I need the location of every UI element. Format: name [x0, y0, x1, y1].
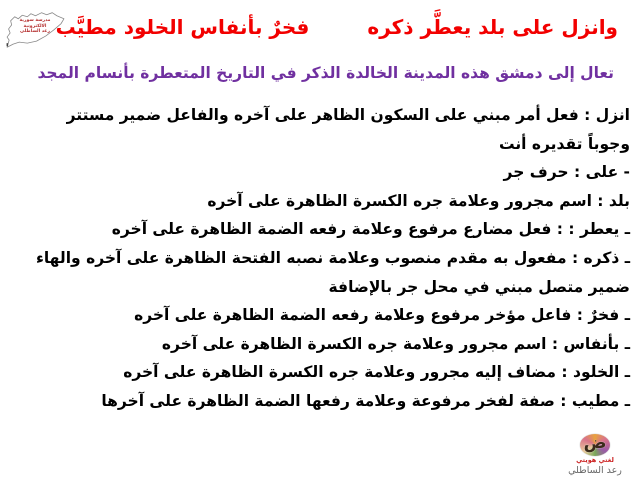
map-logo-text-line1: مدرسة سورية الالكترونية: [19, 18, 51, 29]
grammar-analysis-block: [8, 101, 630, 416]
dad-letter: ض: [583, 433, 607, 453]
map-logo-text-line2: رعد الساطلي: [20, 29, 50, 34]
dad-letter-swirl-icon: [580, 434, 610, 456]
verse-meaning-subtitle: تعال إلى دمشق هذه المدينة الخالدة الذكر في التاريخ المتعطرة بأنسام المجد: [37, 64, 614, 82]
analysis-line: ضمير متصل مبني في محل جر بالإضافة: [328, 277, 630, 296]
analysis-line: ـ يعطر : : فعل مضارع مرفوع وعلامة رفعه الضمة الظاهرة على آخره: [111, 220, 630, 239]
analysis-line: بلد : اسم مجرور وعلامة جره الكسرة الظاهرة على آخره: [207, 191, 630, 210]
analysis-line: ـ مطيب : صفة لفخر مرفوعة وعلامة رفعها الضمة الظاهرة على آخرها: [101, 391, 630, 410]
analysis-line: ـ فخرٌ : فاعل مؤخر مرفوع وعلامة رفعه الضمة الظاهرة على آخره: [134, 306, 630, 325]
author-logo: [566, 434, 624, 477]
author-credit: رعد الساطلي: [568, 465, 622, 476]
analysis-line: ـ ذكره : مفعول به مقدم منصوب وعلامة نصبه الفتحة الظاهرة على آخره والهاء: [35, 248, 630, 267]
analysis-line: وجوباً تقديره أنت: [498, 134, 630, 153]
analysis-line: انزل : فعل أمر مبني على السكون الظاهر على آخره والفاعل ضمير مستتر: [66, 106, 630, 124]
poem-verse-title: [10, 15, 618, 39]
poem-left-hemistich: فخرٌ بأنفاس الخلود مطيَّب: [55, 15, 310, 39]
analysis-line: ـ بأنفاس : اسم مجرور وعلامة جره الكسرة الظاهرة على آخره: [161, 334, 630, 353]
analysis-line: ـ الخلود : مضاف إليه مجرور وعلامة جره الكسرة الظاهرة على آخره: [123, 363, 630, 382]
analysis-line: - على : حرف جر: [503, 163, 630, 182]
logo-tagline: لغتي هويتي: [576, 456, 614, 464]
poem-right-hemistich: وانزل على بلد يعطَّر ذكره: [367, 15, 618, 39]
